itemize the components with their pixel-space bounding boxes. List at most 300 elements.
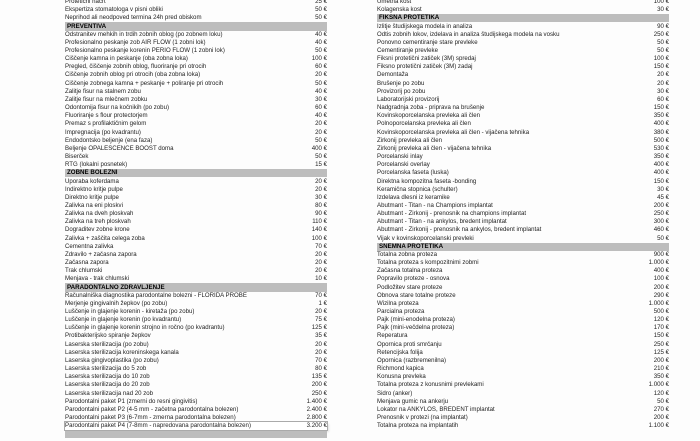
service-price: 90 € xyxy=(315,210,327,218)
price-row xyxy=(65,422,327,430)
service-label: Totalna zobna proteza xyxy=(377,250,437,258)
price-row xyxy=(377,308,669,316)
price-row xyxy=(377,186,669,194)
service-label: Retencijska folija xyxy=(377,348,423,356)
service-price: 30 € xyxy=(315,95,327,103)
service-label: Kovinskoporcelanska prevleka ali člen xyxy=(377,112,480,120)
service-price: 200 € xyxy=(653,283,669,291)
service-label: Menjava - trak chlumski xyxy=(65,275,130,283)
service-label: Odontomija fisur na kočnikih (po zobu) xyxy=(65,104,169,112)
price-row xyxy=(65,218,327,226)
service-label: Zirkonij prevleka ali člen xyxy=(377,136,443,144)
service-label: Parcialna proteza xyxy=(377,308,425,316)
service-label: Trak chlumski xyxy=(65,267,103,275)
price-row xyxy=(65,398,327,406)
price-row xyxy=(65,406,327,414)
service-price: 1.000 € xyxy=(648,299,669,307)
section-header xyxy=(377,243,669,251)
service-label: Direktna kompozitna faseta -bonding xyxy=(377,177,477,185)
service-price: 250 € xyxy=(653,30,669,38)
price-row xyxy=(377,161,669,169)
service-price: 2.400 € xyxy=(306,405,327,413)
price-row xyxy=(377,177,669,185)
service-price: 270 € xyxy=(653,405,669,413)
price-row xyxy=(65,300,327,308)
price-row xyxy=(65,365,327,373)
service-label: Izdelava dlesni iz keramike xyxy=(377,193,450,201)
service-price: 150 € xyxy=(653,177,669,185)
service-label: Laboratorijski provizorij xyxy=(377,95,440,103)
price-list-column-left xyxy=(65,0,327,438)
service-price: 250 € xyxy=(311,389,327,397)
price-row xyxy=(377,259,669,267)
service-price: 1.000 € xyxy=(648,259,669,267)
price-row xyxy=(377,55,669,63)
service-label: Porcelanska faseta (luska) xyxy=(377,169,449,177)
service-price: 50 € xyxy=(657,47,669,55)
service-label: Sidro (anker) xyxy=(377,389,413,397)
service-price: 60 € xyxy=(315,104,327,112)
service-price: 70 € xyxy=(315,356,327,364)
service-label: Čiščenje kamna in peskanje (oba zobna loka) xyxy=(65,55,188,63)
price-row xyxy=(377,6,669,14)
section-title: PREVENTIVA xyxy=(67,22,107,30)
service-price: 50 € xyxy=(315,6,327,14)
service-price: 50 € xyxy=(315,14,327,22)
service-label: Merjenje gingivalnih žepkov (po zobu) xyxy=(65,299,168,307)
price-row xyxy=(65,129,327,137)
price-row xyxy=(65,71,327,79)
service-label: Izlitje študijskega modela in analiza xyxy=(377,22,473,30)
service-price: 500 € xyxy=(653,308,669,316)
service-label: Parodontalni paket P3 (6-7mm - zmerna parodontalna bolezen) xyxy=(65,414,236,422)
service-price: 900 € xyxy=(653,250,669,258)
service-label: Menjava gumic na ankerju xyxy=(377,397,449,405)
price-row xyxy=(377,398,669,406)
service-label: Luščenje in glajenje korenin (po kvadrantu) xyxy=(65,316,182,324)
service-label: Odtis zobnih lokov, izdelava in analiza študijskega modela na vosku xyxy=(377,30,560,38)
service-label: Indirektno kritje pulpe xyxy=(65,185,123,193)
service-price: 500 € xyxy=(653,136,669,144)
price-row xyxy=(65,316,327,324)
service-label: Odstranitev mehkih in trdih zobnih oblog (po zobnem loku) xyxy=(65,30,223,38)
service-price: 50 € xyxy=(657,234,669,242)
price-row xyxy=(377,88,669,96)
service-label: Impregnacija (po kvadrantu) xyxy=(65,128,141,136)
service-price: 100 € xyxy=(311,55,327,63)
price-row xyxy=(377,0,669,6)
service-label: Brušenje po zobu xyxy=(377,79,425,87)
service-price: 50 € xyxy=(315,136,327,144)
service-price: 30 € xyxy=(657,87,669,95)
service-price: 1 € xyxy=(318,299,327,307)
service-price: 20 € xyxy=(315,340,327,348)
price-row xyxy=(377,137,669,145)
service-label: Laserska sterilizacija (po zobu) xyxy=(65,340,149,348)
service-label: Zalivka + zaščita celega zoba xyxy=(65,234,145,242)
service-price: 140 € xyxy=(311,226,327,234)
service-label: Laserska sterilizacija koreninskega kanala xyxy=(65,348,179,356)
service-price: 200 € xyxy=(653,356,669,364)
service-price: 150 € xyxy=(653,332,669,340)
service-price: 60 € xyxy=(315,63,327,71)
service-label: Premaz s profilaktičnim gelom xyxy=(65,120,147,128)
price-row xyxy=(65,88,327,96)
price-row xyxy=(377,226,669,234)
service-label: Laserska sterilizacija do 10 zob xyxy=(65,373,150,381)
service-price: 100 € xyxy=(653,0,669,6)
service-label: Fiksno protetični zatiček (3M) zadaj xyxy=(377,63,473,71)
price-row xyxy=(65,112,327,120)
service-label: Obnova stare totalne proteze xyxy=(377,291,456,299)
service-price: 530 € xyxy=(653,144,669,152)
service-label: Laserska gingivoplastika (po zobu) xyxy=(65,356,159,364)
service-price: 50 € xyxy=(315,153,327,161)
service-label: Cementiranje prevleke xyxy=(377,47,438,55)
service-label: Demontaža xyxy=(377,71,409,79)
service-label: Konusna prevleka xyxy=(377,373,426,381)
service-label: Profesionalno peskanje zob AIR FLOW (1 zobni lok) xyxy=(65,38,206,46)
service-label: Totalna proteza s kompozitnimi zobmi xyxy=(377,259,479,267)
service-label: Kovinskoporcelanska prevleka ali člen - vijačena tehnika xyxy=(377,128,530,136)
service-price: 110 € xyxy=(312,218,327,226)
service-price: 75 € xyxy=(315,316,327,324)
service-label: Zalitje fisur na mlečnem zobku xyxy=(65,95,148,103)
service-price: 20 € xyxy=(315,120,327,128)
price-row xyxy=(377,341,669,349)
service-price: 20 € xyxy=(315,71,327,79)
price-row xyxy=(377,373,669,381)
service-price: 20 € xyxy=(315,267,327,275)
service-price: 80 € xyxy=(315,365,327,373)
service-price: 350 € xyxy=(653,112,669,120)
section-title: FIKSNA PROTETIKA xyxy=(379,14,440,22)
price-row xyxy=(65,243,327,251)
service-price: 135 € xyxy=(311,373,327,381)
service-price: 150 € xyxy=(653,104,669,112)
price-row xyxy=(377,275,669,283)
service-price: 3.200 € xyxy=(306,422,327,430)
price-row xyxy=(65,31,327,39)
section-header xyxy=(65,169,327,177)
price-row xyxy=(65,63,327,71)
service-label: Direktno kritje pulpe xyxy=(65,193,119,201)
service-label: Profesionalno peskanje korenin PERIO FLOW (1 zobni lok) xyxy=(65,47,225,55)
service-label: Računalniška diagnostika parodontalne bolezni - FLORIDA PROBE xyxy=(65,291,247,299)
service-price: 35 € xyxy=(315,332,327,340)
price-row xyxy=(65,194,327,202)
service-price: 290 € xyxy=(653,291,669,299)
service-label: Reperatura xyxy=(377,332,408,340)
price-row xyxy=(377,332,669,340)
service-price: 20 € xyxy=(315,259,327,267)
service-price: 20 € xyxy=(315,128,327,136)
service-price: 250 € xyxy=(653,340,669,348)
service-price: 20 € xyxy=(315,185,327,193)
service-label: Zalivka na eni ploskvi xyxy=(65,201,123,209)
service-label: Opornica proti smrčanju xyxy=(377,340,442,348)
service-label: Richmond kapica xyxy=(377,365,424,373)
service-label: Fiksni protetični zatiček (3M) spredaj xyxy=(377,55,476,63)
service-price: 70 € xyxy=(315,242,327,250)
service-label: Zalivka na dveh ploskvah xyxy=(65,210,134,218)
price-row xyxy=(65,39,327,47)
service-label: Laserska sterilizacija nad 20 zob xyxy=(65,389,154,397)
price-row xyxy=(65,96,327,104)
price-row xyxy=(377,235,669,243)
price-row xyxy=(377,63,669,71)
service-price: 170 € xyxy=(653,324,669,332)
service-label: Porcelanski inlay xyxy=(377,153,423,161)
service-label: Zalitje fisur na stalnem zobu xyxy=(65,87,141,95)
service-label: Cementna zalivka xyxy=(65,242,114,250)
service-label: Parodontalni paket P1 (zmerni do resni gingivitis) xyxy=(65,397,198,405)
price-row xyxy=(65,381,327,389)
price-row xyxy=(377,80,669,88)
service-price: 150 € xyxy=(653,63,669,71)
price-row xyxy=(65,373,327,381)
price-row xyxy=(65,292,327,300)
section-title: SNEMNA PROTETIKA xyxy=(379,242,444,250)
price-row xyxy=(65,226,327,234)
price-row xyxy=(377,210,669,218)
price-row xyxy=(377,120,669,128)
service-label: Provizorij po zobu xyxy=(377,87,426,95)
price-row xyxy=(377,112,669,120)
service-price: 125 € xyxy=(653,348,669,356)
service-price: 350 € xyxy=(653,153,669,161)
service-price: 60 € xyxy=(657,95,669,103)
service-label: Začasna totalna proteza xyxy=(377,267,443,275)
service-price: 400 € xyxy=(311,144,327,152)
price-row xyxy=(377,283,669,291)
service-label: Čiščenje zobnega kamna + peskanje + poliranje pri otrocih xyxy=(65,79,224,87)
service-label: Luščenje in glajenje korenin strojno in ročno (po kvadrantu) xyxy=(65,324,225,332)
service-label: Prenosnik v protezi (na implantat) xyxy=(377,414,468,422)
price-row xyxy=(65,104,327,112)
price-row xyxy=(65,275,327,283)
price-row xyxy=(377,292,669,300)
price-row xyxy=(377,145,669,153)
service-price: 30 € xyxy=(315,193,327,201)
service-price: 400 € xyxy=(653,161,669,169)
service-price: 20 € xyxy=(315,177,327,185)
price-row xyxy=(65,390,327,398)
price-row xyxy=(65,153,327,161)
service-price: 120 € xyxy=(653,389,669,397)
service-price: 380 € xyxy=(653,128,669,136)
service-price: 300 € xyxy=(653,218,669,226)
service-price: 50 € xyxy=(657,397,669,405)
price-row xyxy=(377,169,669,177)
service-label: Laserska sterilizacija do 20 zob xyxy=(65,381,150,389)
price-row xyxy=(65,137,327,145)
price-row xyxy=(65,341,327,349)
service-price: 1.100 € xyxy=(648,422,669,430)
service-label: Zdravilo + začasna zapora xyxy=(65,250,137,258)
service-price: 20 € xyxy=(657,71,669,79)
service-label: Abutmant - Titan - na ankylos, bredent implantat xyxy=(377,218,507,226)
price-row xyxy=(65,80,327,88)
service-price: 120 € xyxy=(653,316,669,324)
service-price: 100 € xyxy=(653,55,669,63)
service-price: 200 € xyxy=(653,414,669,422)
service-price: 200 € xyxy=(311,381,327,389)
service-price: 80 € xyxy=(315,201,327,209)
service-price: 30 € xyxy=(657,185,669,193)
price-row xyxy=(65,332,327,340)
service-price: 100 € xyxy=(653,275,669,283)
service-label: Protibakterijsko spiranje žepkov xyxy=(65,332,151,340)
service-label: Parodontalni paket P4 (7-8mm - napredovana parodontalna bolezen) xyxy=(65,422,251,430)
price-row xyxy=(65,177,327,185)
service-label: Biserček xyxy=(65,153,89,161)
price-row xyxy=(65,259,327,267)
price-row xyxy=(377,390,669,398)
service-label: Totalna proteza na implantatih xyxy=(377,422,459,430)
service-label: Abutmant - Zirkonij - prenosnik na ankylos, bredent implantat xyxy=(377,226,542,234)
section-title: ZOBNE BOLEZNI xyxy=(67,169,118,177)
price-row xyxy=(377,71,669,79)
price-row xyxy=(377,349,669,357)
price-row xyxy=(377,300,669,308)
price-row xyxy=(65,161,327,169)
price-row xyxy=(377,39,669,47)
price-row xyxy=(377,316,669,324)
service-label: Kolagenska kost xyxy=(377,6,422,14)
service-label: Fluoriranje s flour protectorjem xyxy=(65,112,148,120)
service-price: 30 € xyxy=(657,6,669,14)
price-row xyxy=(65,120,327,128)
section-header xyxy=(65,430,327,438)
service-label: Popravilo proteze - osnova xyxy=(377,275,450,283)
service-label: Umetna kost xyxy=(377,0,412,6)
price-row xyxy=(377,153,669,161)
price-row xyxy=(65,186,327,194)
service-price: 45 € xyxy=(657,193,669,201)
price-row xyxy=(65,14,327,22)
service-label: Vijak v kovinskoporcelanski prevleki xyxy=(377,234,474,242)
price-row xyxy=(377,381,669,389)
service-price: 200 € xyxy=(653,201,669,209)
service-price: 15 € xyxy=(315,161,327,169)
price-row xyxy=(65,267,327,275)
price-row xyxy=(377,129,669,137)
service-label: Nadgradnja zoba - priprava na brušenje xyxy=(377,104,485,112)
service-label: Začasna zapora xyxy=(65,259,109,267)
service-label: Endodontsko beljenje (ena faza) xyxy=(65,136,153,144)
service-label: Polnoporcelanska prevleka ali člen xyxy=(377,120,471,128)
service-label: Zirkonij prevleka ali člen - vijačena tehnika xyxy=(377,144,492,152)
price-row xyxy=(377,406,669,414)
service-price: 400 € xyxy=(653,169,669,177)
service-label: Abutmant - Titan - na Champions implantat xyxy=(377,201,493,209)
service-price: 2.800 € xyxy=(306,414,327,422)
price-row xyxy=(377,414,669,422)
service-price: 1.000 € xyxy=(648,381,669,389)
service-price: 50 € xyxy=(657,38,669,46)
service-price: 40 € xyxy=(315,38,327,46)
price-row xyxy=(65,210,327,218)
service-price: 10 € xyxy=(315,275,327,283)
service-price: 20 € xyxy=(315,348,327,356)
price-row xyxy=(377,202,669,210)
service-label: Dograditev zobne krone xyxy=(65,226,130,234)
price-row xyxy=(65,145,327,153)
service-price: 1.400 € xyxy=(306,397,327,405)
price-row xyxy=(65,349,327,357)
service-price: 400 € xyxy=(653,267,669,275)
service-price: 350 € xyxy=(653,373,669,381)
price-row xyxy=(377,357,669,365)
service-label: Neprihod ali neodpoved termina 24h pred obiskom xyxy=(65,14,202,22)
price-row xyxy=(65,0,327,6)
price-row xyxy=(377,430,669,438)
price-row xyxy=(65,235,327,243)
section-header xyxy=(65,22,327,30)
price-row xyxy=(65,47,327,55)
service-label: Protetični načrt xyxy=(65,0,106,6)
section-header xyxy=(65,283,327,291)
service-price: 460 € xyxy=(653,226,669,234)
price-row xyxy=(377,267,669,275)
price-row xyxy=(65,324,327,332)
service-price: 90 € xyxy=(657,22,669,30)
service-label: Wizilna proteza xyxy=(377,299,419,307)
service-price: 70 € xyxy=(315,291,327,299)
service-price: 25 € xyxy=(315,0,327,6)
service-label: Zalivka na treh ploskvah xyxy=(65,218,131,226)
service-label: Abutmant - Zirkonij - prenosnik na champions implantat xyxy=(377,210,527,218)
price-row xyxy=(377,422,669,430)
service-label: Laserska sterilizacija do 5 zob xyxy=(65,365,147,373)
price-row xyxy=(377,324,669,332)
service-label: RTG (lokalni posnetek) xyxy=(65,161,128,169)
service-price: 40 € xyxy=(315,112,327,120)
service-label: Luščenje in glajenje korenin - kiretaža (po zobu) xyxy=(65,308,195,316)
service-price: 50 € xyxy=(315,79,327,87)
price-row xyxy=(65,357,327,365)
service-label: Beljenje OPALESCENCE BOOST doma xyxy=(65,144,174,152)
price-row xyxy=(65,6,327,14)
service-price: 125 € xyxy=(311,324,327,332)
service-label: Lokator na ANKYLOS, BREDENT implantat xyxy=(377,405,495,413)
price-row xyxy=(65,55,327,63)
service-label: Pregled, čiščenje zobnih oblog, fluoriranje pri otrocih xyxy=(65,63,207,71)
service-label: Čiščenje zobnih oblog pri otrocih (oba zobna loka) xyxy=(65,71,201,79)
service-label: Ponovno cementiranje stare prevleke xyxy=(377,38,478,46)
price-row xyxy=(377,31,669,39)
service-label: Opornica (razbremenilna) xyxy=(377,356,447,364)
service-label: Podložitev stare proteze xyxy=(377,283,443,291)
price-row xyxy=(377,96,669,104)
service-price: 20 € xyxy=(315,308,327,316)
service-price: 40 € xyxy=(315,87,327,95)
service-label: Parodontalni paket P2 (4-5 mm - začetna parodontalna bolezen) xyxy=(65,405,239,413)
price-row xyxy=(377,47,669,55)
service-label: Keramična stopnica (schulter) xyxy=(377,185,458,193)
service-label: Pajk (mini-enodelna proteza) xyxy=(377,316,455,324)
price-row xyxy=(65,251,327,259)
price-row xyxy=(65,308,327,316)
price-row xyxy=(65,414,327,422)
price-row xyxy=(377,218,669,226)
service-price: 210 € xyxy=(653,365,669,373)
service-label: Totalna proteza z konusnimi prevlekami xyxy=(377,381,484,389)
price-list-column-right xyxy=(377,0,669,438)
price-row xyxy=(377,104,669,112)
service-price: 100 € xyxy=(311,234,327,242)
